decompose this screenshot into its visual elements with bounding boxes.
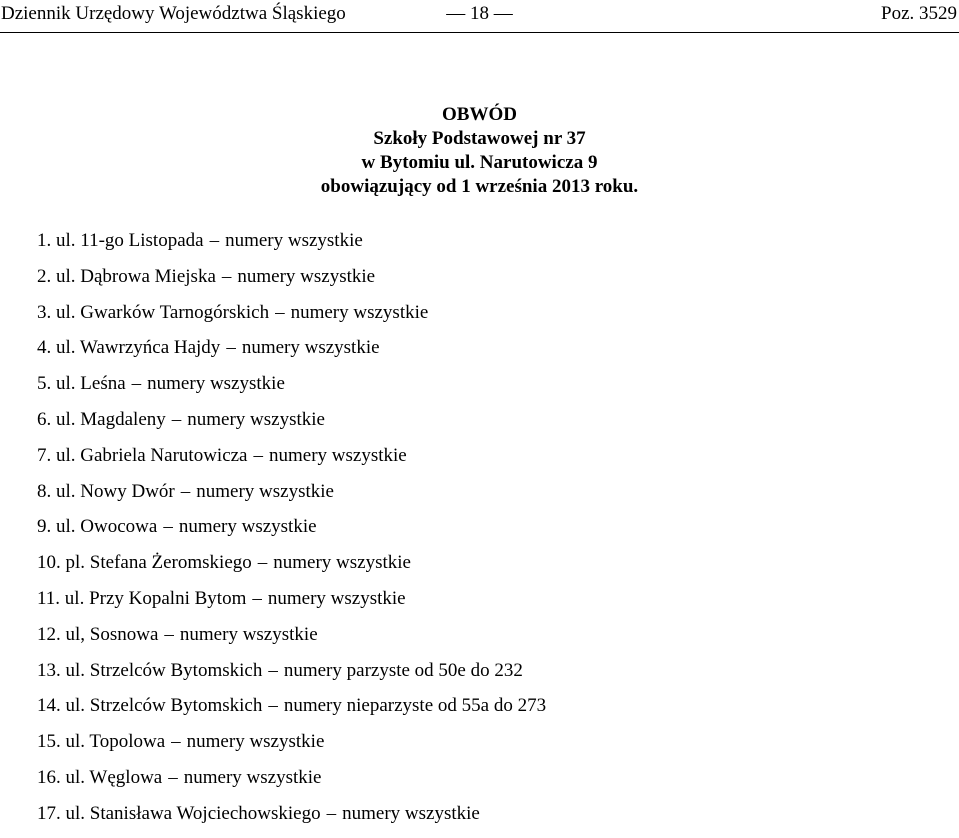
item-number: 16.: [37, 766, 61, 788]
street-name: ul. Leśna: [56, 373, 126, 395]
number-scope: numery parzyste od 50e do 232: [283, 659, 523, 681]
item-dash: –: [226, 337, 236, 359]
number-scope: numery wszystkie: [269, 444, 407, 466]
item-dash: –: [164, 623, 174, 645]
item-dash: –: [168, 766, 178, 788]
list-item: [37, 444, 546, 480]
street-name: ul. Owocowa: [56, 516, 158, 538]
street-name: ul. Wawrzyńca Hajdy: [56, 337, 221, 359]
list-item: [37, 730, 546, 766]
heading-address: w Bytomiu ul. Narutowicza 9: [361, 152, 598, 173]
item-number: 5.: [37, 373, 52, 395]
item-number: 11.: [37, 587, 61, 609]
street-name: pl. Stefana Żeromskiego: [65, 552, 252, 574]
number-scope: numery wszystkie: [196, 480, 334, 502]
journal-title: Dziennik Urzędowy Województwa Śląskiego: [1, 3, 346, 24]
item-dash: –: [171, 408, 182, 430]
heading-validity: obowiązujący od 1 września 2013 roku.: [320, 176, 639, 197]
list-item: [37, 766, 546, 802]
item-number: 4.: [37, 337, 52, 359]
page-header: [0, 0, 959, 33]
item-number: 2.: [37, 265, 52, 287]
list-item: [37, 336, 546, 372]
list-item: [37, 408, 546, 444]
list-item: [37, 229, 546, 265]
number-scope: numery wszystkie: [225, 230, 363, 251]
number-scope: numery wszystkie: [237, 265, 376, 287]
page-number: — 18 —: [446, 3, 513, 24]
street-list: [37, 229, 546, 838]
item-dash: –: [326, 802, 337, 824]
street-name: ul. Dąbrowa Miejska: [56, 265, 216, 287]
item-dash: –: [268, 659, 278, 681]
number-scope: numery wszystkie: [290, 301, 429, 323]
item-number: 1.: [37, 230, 52, 251]
item-number: 3.: [37, 301, 52, 323]
street-name: ul. 11-go Listopada: [56, 230, 204, 251]
street-name: ul. Gwarków Tarnogórskich: [56, 301, 270, 323]
street-name: ul. Magdaleny: [56, 408, 166, 430]
street-name: ul. Strzelców Bytomskich: [65, 659, 263, 681]
street-name: ul. Topolowa: [65, 731, 166, 753]
number-scope: numery nieparzyste od 55a do 273: [283, 695, 547, 717]
item-dash: –: [171, 731, 181, 753]
item-number: 12.: [37, 623, 61, 645]
item-number: 6.: [37, 408, 52, 430]
number-scope: numery wszystkie: [187, 408, 325, 430]
street-name: ul. Nowy Dwór: [56, 480, 175, 502]
number-scope: numery wszystkie: [179, 623, 318, 645]
street-name: ul. Gabriela Narutowicza: [56, 444, 248, 466]
item-dash: –: [209, 230, 220, 251]
item-number: 14.: [37, 695, 61, 717]
list-item: [37, 802, 546, 838]
list-item: [37, 480, 546, 516]
item-number: 8.: [37, 480, 52, 502]
heading-title: OBWÓD: [442, 104, 517, 125]
list-item: [37, 372, 546, 408]
item-dash: –: [163, 516, 173, 538]
heading-school: Szkoły Podstawowej nr 37: [373, 128, 586, 149]
list-item: [37, 265, 546, 301]
item-dash: –: [275, 301, 285, 323]
item-number: 15.: [37, 731, 61, 753]
item-dash: –: [131, 373, 142, 395]
item-dash: –: [257, 552, 268, 574]
street-name: ul. Strzelców Bytomskich: [65, 695, 263, 717]
street-name: ul, Sosnowa: [65, 623, 159, 645]
item-number: 10.: [37, 552, 61, 574]
list-item: [37, 659, 546, 695]
item-number: 17.: [37, 802, 61, 824]
list-item: [37, 694, 546, 730]
number-scope: numery wszystkie: [342, 802, 480, 824]
number-scope: numery wszystkie: [273, 552, 411, 574]
item-number: 7.: [37, 444, 52, 466]
list-item: [37, 623, 546, 659]
list-item: [37, 515, 546, 551]
item-number: 13.: [37, 659, 61, 681]
list-item: [37, 551, 546, 587]
number-scope: numery wszystkie: [241, 337, 380, 359]
street-name: ul. Stanisława Wojciechowskiego: [65, 802, 321, 824]
item-number: 9.: [37, 516, 52, 538]
street-name: ul. Przy Kopalni Bytom: [64, 587, 247, 609]
number-scope: numery wszystkie: [183, 766, 322, 788]
list-item: [37, 587, 546, 623]
item-dash: –: [253, 444, 263, 466]
item-dash: –: [221, 265, 232, 287]
number-scope: numery wszystkie: [178, 516, 317, 538]
list-item: [37, 301, 546, 337]
position-number: Poz. 3529: [881, 3, 957, 24]
item-dash: –: [268, 695, 278, 717]
number-scope: numery wszystkie: [147, 373, 285, 395]
street-name: ul. Węglowa: [65, 766, 163, 788]
district-heading: [0, 103, 959, 199]
item-dash: –: [180, 480, 191, 502]
number-scope: numery wszystkie: [186, 731, 325, 753]
number-scope: numery wszystkie: [267, 587, 406, 609]
item-dash: –: [252, 587, 262, 609]
